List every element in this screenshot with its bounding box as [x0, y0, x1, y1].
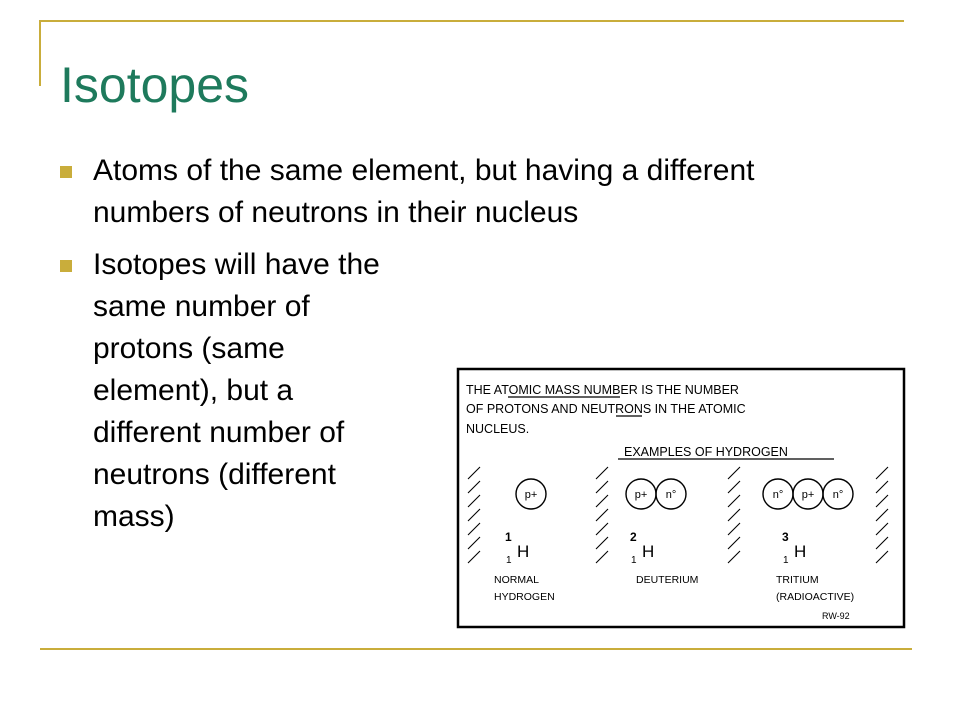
figure-caption-line: NUCLEUS.	[466, 422, 530, 436]
isotope-name: DEUTERIUM	[636, 574, 699, 586]
mass-number: 3	[782, 530, 789, 544]
element-symbol: H	[517, 542, 530, 561]
nucleon-label: p+	[801, 489, 815, 501]
bullet-text: Atoms of the same element, but having a different numbers of neutrons in their nucleus	[93, 154, 755, 229]
bullet-marker-icon	[60, 260, 72, 272]
hydrogen-isotopes-illustration	[456, 367, 906, 629]
element-symbol: H	[794, 542, 807, 561]
atomic-number: 1	[783, 555, 789, 566]
nucleon-label: p+	[634, 489, 648, 501]
isotope-name: HYDROGEN	[494, 591, 555, 603]
nucleon-label: n°	[665, 489, 677, 501]
figure-signature: RW-92	[822, 611, 850, 621]
mass-number: 2	[630, 530, 637, 544]
figure-caption-line: OF PROTONS AND NEUTRONS IN THE ATOMIC	[466, 402, 746, 416]
figure-caption-line: THE ATOMIC MASS NUMBER IS THE NUMBER	[466, 383, 739, 397]
isotope-name: (RADIOACTIVE)	[776, 591, 855, 603]
mass-number: 1	[505, 530, 512, 544]
bullet-text: Isotopes will have the same number of protons (same element), but a different number of neutrons (different mass)	[93, 248, 380, 533]
bullet-item	[60, 150, 840, 234]
isotope-name: TRITIUM	[776, 574, 819, 586]
bullet-marker-icon	[60, 166, 72, 178]
nucleon-label: p+	[524, 489, 538, 501]
atomic-number: 1	[506, 555, 512, 566]
figure-subtitle: EXAMPLES OF HYDROGEN	[624, 445, 788, 459]
bottom-rule	[40, 648, 912, 650]
element-symbol: H	[642, 542, 655, 561]
isotope-name: NORMAL	[494, 574, 539, 586]
slide-title: Isotopes	[60, 57, 250, 113]
nucleon-label: n°	[772, 489, 784, 501]
atomic-number: 1	[631, 555, 637, 566]
nucleon-label: n°	[832, 489, 844, 501]
top-rule	[40, 20, 904, 22]
left-rule	[39, 20, 41, 86]
